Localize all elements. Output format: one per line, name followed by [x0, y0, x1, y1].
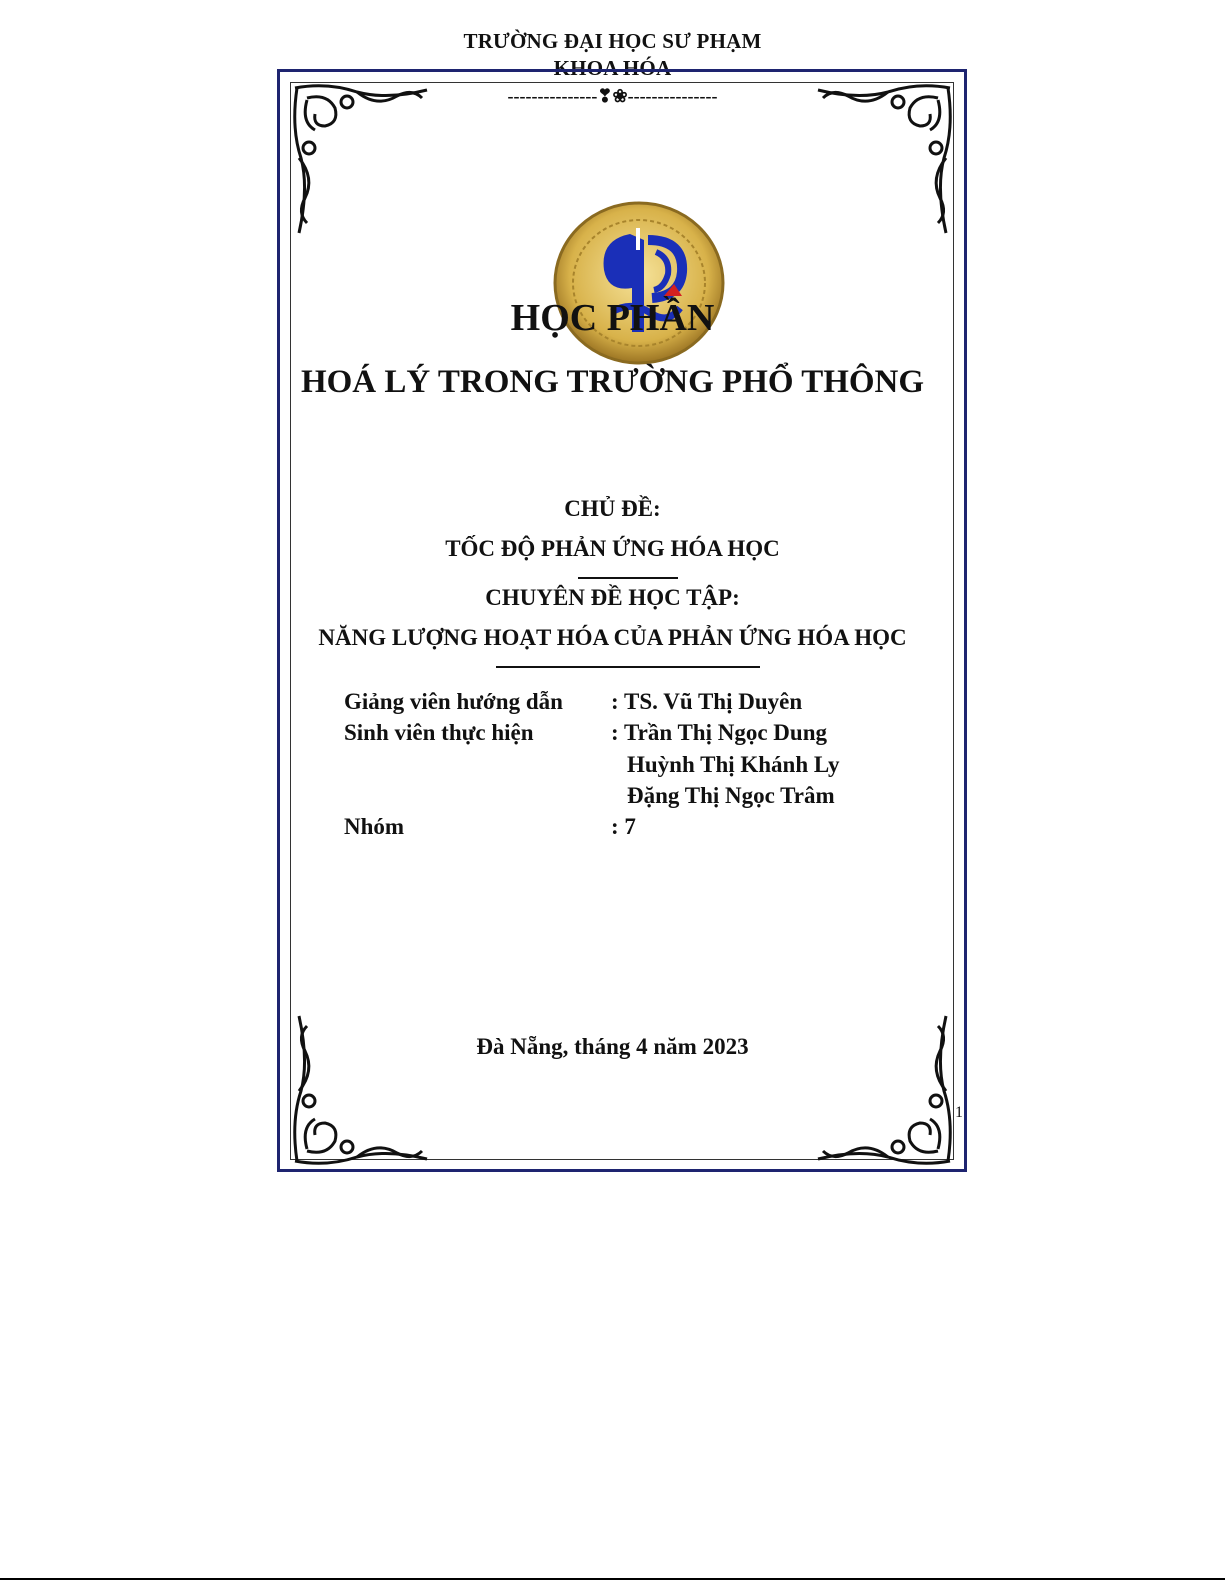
corner-ornament-icon [287, 1006, 437, 1171]
study-topic-label: CHUYÊN ĐỀ HỌC TẬP: [485, 585, 740, 610]
corner-ornament-icon [808, 1006, 958, 1171]
school-name: TRƯỜNG ĐẠI HỌC SƯ PHẠM [463, 29, 762, 53]
group-label: Nhóm [344, 814, 405, 839]
header-divider: ---------------❣❀--------------- [507, 86, 718, 106]
student-name: Đặng Thị Ngọc Trâm [627, 783, 835, 808]
faculty-name: KHOA HÓA [553, 56, 672, 80]
corner-ornament-icon [808, 78, 958, 243]
topic-rule [578, 577, 678, 579]
page-bottom-rule [0, 1578, 1225, 1580]
study-topic-rule [496, 666, 760, 668]
student-name: : Trần Thị Ngọc Dung [611, 720, 827, 745]
study-topic-name: NĂNG LƯỢNG HOẠT HÓA CỦA PHẢN ỨNG HÓA HỌC [318, 625, 907, 650]
topic-name: TỐC ĐỘ PHẢN ỨNG HÓA HỌC [445, 536, 780, 561]
page-number: 1 [955, 1104, 963, 1121]
student-name: Huỳnh Thị Khánh Ly [627, 752, 840, 777]
course-name: HOÁ LÝ TRONG TRƯỜNG PHỔ THÔNG [300, 364, 925, 400]
students-label: Sinh viên thực hiện [344, 720, 534, 745]
course-label: HỌC PHẦN [510, 297, 715, 339]
university-logo-icon [552, 200, 726, 366]
corner-ornament-icon [287, 78, 437, 243]
instructor-value: : TS. Vũ Thị Duyên [611, 689, 803, 714]
place-date: Đà Nẵng, tháng 4 năm 2023 [476, 1034, 749, 1059]
instructor-label: Giảng viên hướng dẫn [344, 689, 563, 714]
topic-label: CHỦ ĐỀ: [564, 496, 661, 521]
group-value: : 7 [611, 814, 636, 839]
